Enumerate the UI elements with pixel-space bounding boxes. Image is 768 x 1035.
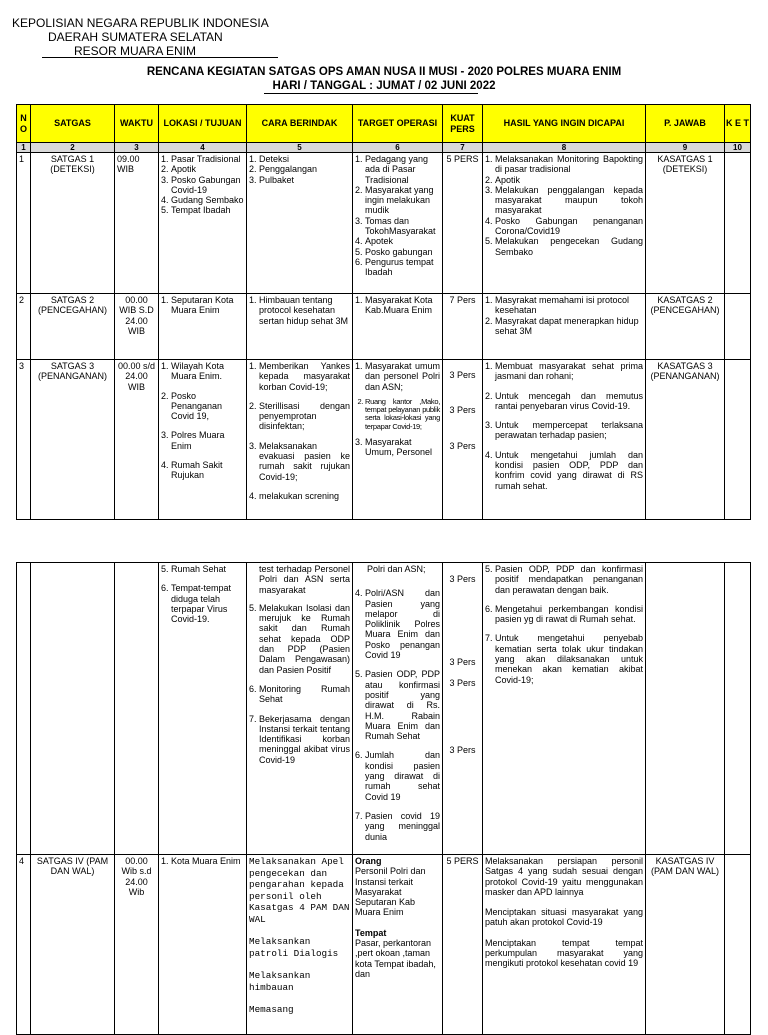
cara-paragraph: Melaksanakan Apel pengecekan dan pengarahan kepada personil oleh Kasatgas 4 PAM DAN WAL — [249, 856, 350, 925]
col-number: 4 — [159, 143, 247, 153]
row-lokasi — [159, 855, 247, 1035]
row-kuat: 7 Pers — [443, 294, 483, 360]
list-item: 7. Bekerjasama dengan Instansi terkait tentang Identifikasi korban meninggal akibat virus Covid-19 — [259, 714, 350, 765]
row-hasil — [483, 855, 646, 1035]
list-item: 1. Pedagang yang ada di Pasar Tradisional — [365, 154, 440, 185]
row-target — [353, 855, 443, 1035]
list-item: 5. Melakukan pengecekan Gudang Sembako — [495, 236, 643, 257]
list-item: 5. Melakukan Isolasi dan merujuk ke Rumah sakit dan Rumah sehat kepada ODP dan PDP (Pasien Dalam Pengawasan) dan Pasien Positif — [259, 603, 350, 675]
list-item: 6. Jumlah dan kondisi pasien yang dirawat di rumah sehat Covid 19 — [365, 750, 440, 801]
row-waktu: 00.00 s/d 24.00 WIB — [115, 360, 159, 520]
row-waktu: 00.00 WIB S.D 24.00 WIB — [115, 294, 159, 360]
list-item: 3. Pulbaket — [259, 175, 350, 185]
target-continued: Polri dan ASN; — [367, 564, 426, 574]
row-kuat — [443, 360, 483, 520]
target-paragraph: Pasar, perkantoran ,pert okoan ,taman kota Tempat ibadah, dan — [355, 938, 436, 979]
row-kuat: 5 PERS — [443, 855, 483, 1035]
list-item: 1. Kota Muara Enim — [171, 856, 244, 866]
col-header-target: TARGET OPERASI — [353, 105, 443, 143]
row-hasil — [483, 294, 646, 360]
list-item: 2. Apotik — [171, 164, 244, 174]
row-no: 4 — [17, 855, 31, 1035]
row-target — [353, 360, 443, 520]
col-number: 5 — [247, 143, 353, 153]
target-heading: Orang — [355, 856, 382, 866]
list-item: 4. Posko Gabungan penanganan Corona/Covid19 — [495, 216, 643, 237]
row-waktu: 09.00 WIB — [115, 153, 159, 294]
row-waktu: 00.00 Wib s.d 24.00 Wib — [115, 855, 159, 1035]
row-waktu — [115, 563, 159, 855]
document-title: RENCANA KEGIATAN SATGAS OPS AMAN NUSA II MUSI - 2020 POLRES MUARA ENIM — [146, 66, 622, 78]
kuat-value: 3 Pers — [449, 657, 476, 668]
row-ket — [725, 563, 751, 855]
col-header-pjawab: P. JAWAB — [646, 105, 725, 143]
kuat-value: 3 Pers — [449, 440, 476, 451]
list-item: 2. Untuk mencegah dan memutus rantai penyebaran virus Covid-19. — [495, 391, 643, 412]
table-row — [17, 294, 751, 360]
row-pjawab: KASATGAS 2 (PENCEGAHAN) — [646, 294, 725, 360]
list-item: 2. Penggalangan — [259, 164, 350, 174]
list-item: 6. Monitoring Rumah Sehat — [259, 684, 350, 705]
table-row — [17, 153, 751, 294]
list-item: 1. Melaksanakan Monitoring Bapokting di pasar tradisional — [495, 154, 643, 175]
target-paragraph: Personil Polri dan Instansi terkait Masyarakat Seputaran Kab Muara Enim — [355, 866, 426, 918]
table-row — [17, 360, 751, 520]
list-item: 1. Masyrakat memahami isi protocol kesehatan — [495, 295, 643, 316]
table-row — [17, 855, 751, 1035]
kuat-value: 3 Pers — [449, 677, 476, 688]
cara-paragraph: Memasang — [249, 1004, 294, 1015]
row-lokasi — [159, 563, 247, 855]
letterhead-rule — [42, 57, 278, 58]
row-hasil — [483, 153, 646, 294]
letterhead-line1: KEPOLISIAN NEGARA REPUBLIK INDONESIA — [12, 16, 269, 30]
col-number: 3 — [115, 143, 159, 153]
list-item: 7. Pasien covid 19 yang meninggal dunia — [365, 811, 440, 842]
letterhead-line2: DAERAH SUMATERA SELATAN — [48, 30, 223, 44]
row-ket — [725, 360, 751, 520]
col-header-cara: CARA BERINDAK — [247, 105, 353, 143]
row-no — [17, 563, 31, 855]
list-item: 5. Posko gabungan — [365, 247, 440, 257]
list-item: 1. Masyarakat umum dan personel Polri dan ASN; — [365, 361, 440, 392]
list-item: 5. Rumah Sehat — [171, 564, 244, 574]
col-header-kuat: KUAT PERS — [443, 105, 483, 143]
list-item: 4. melakukan screning — [259, 491, 350, 501]
list-item: 7. Untuk mengetahui penyebab kematian serta tolak ukur tindakan yang akan dilaksanakan untuk menekan akan kematian akibat Covid-19; — [495, 633, 643, 684]
document-subtitle: HARI / TANGGAL : JUMAT / 02 JUNI 2022 — [272, 80, 496, 92]
list-item: 1. Pasar Tradisional — [171, 154, 244, 164]
list-item: 4. Apotek — [365, 236, 440, 246]
row-ket — [725, 294, 751, 360]
list-item: 3. Tomas dan TokohMasyarakat — [365, 216, 440, 237]
list-item: 2. Masyarakat yang ingin melakukan mudik — [365, 185, 440, 216]
list-item: 1. Seputaran Kota Muara Enim — [171, 295, 244, 316]
col-header-ket: K E T — [725, 105, 751, 143]
kuat-value: 3 Pers — [449, 370, 476, 380]
col-header-no: N O — [17, 105, 31, 143]
table-row — [17, 563, 751, 855]
row-cara — [247, 294, 353, 360]
list-item: 6. Tempat-tempat diduga telah terpapar Virus Covid-19. — [171, 583, 244, 624]
list-item: 2. Sterillisasi dengan penyemprotan disinfektan; — [259, 401, 350, 432]
list-item: 1. Membuat masyarakat sehat prima jasmani dan rohani; — [495, 361, 643, 382]
list-item: 2. Ruang kantor ,Mako, tempat pelayanan publik serta lokasi-lokasi yang terpapar Covid-19; — [365, 398, 440, 431]
list-item: 1. Himbauan tentang protocol kesehatan sertan hidup sehat 3M — [259, 295, 350, 326]
row-hasil — [483, 360, 646, 520]
plan-table-page1 — [16, 104, 751, 520]
list-item: 3. Masyarakat Umum, Personel — [365, 437, 440, 458]
row-pjawab: KASATGAS 3 (PENANGANAN) — [646, 360, 725, 520]
kuat-value: 3 Pers — [449, 744, 476, 755]
row-satgas — [31, 563, 115, 855]
row-cara — [247, 563, 353, 855]
col-header-waktu: WAKTU — [115, 105, 159, 143]
row-satgas: SATGAS 3 (PENANGANAN) — [31, 360, 115, 520]
kuat-value: 3 Pers — [449, 574, 476, 584]
col-number: 10 — [725, 143, 751, 153]
col-number: 1 — [17, 143, 31, 153]
hasil-paragraph: Menciptakan tempat tempat perkumpulan masyarakat yang mengikuti protokol kesehatan covid 19 — [485, 937, 643, 969]
list-item: 5. Pasien ODP, PDP dan konfirmasi positif mendapatkan penanganan dan perawatan dengan baik. — [495, 564, 643, 595]
row-no: 3 — [17, 360, 31, 520]
col-number: 8 — [483, 143, 646, 153]
row-hasil — [483, 563, 646, 855]
plan-table-page2 — [16, 562, 751, 1035]
row-lokasi — [159, 153, 247, 294]
col-number: 7 — [443, 143, 483, 153]
row-target — [353, 294, 443, 360]
list-item: 5. Pasien ODP, PDP atau konfirmasi positif yang dirawat di Rs. H.M. Rabain Muara Enim dan Rumah Sehat — [365, 669, 440, 741]
list-item: 3. Posko Gabungan Covid-19 — [171, 175, 244, 196]
cara-continued: test terhadap Personel Polri dan ASN serta masyarakat — [259, 564, 350, 595]
row-cara — [247, 360, 353, 520]
hasil-paragraph: Melaksanakan persiapan personil Satgas 4 yang sudah sesuai dengan protokol Covid-19 yaitu menggunakan masker dan APD lainnya — [485, 856, 643, 897]
cara-paragraph: Melaksankan patroli Dialogis — [249, 936, 339, 959]
list-item: 4. Gudang Sembako — [171, 195, 244, 205]
hasil-paragraph: Menciptakan situasi masyarakat yang patuh akan protokol Covid-19 — [485, 907, 643, 928]
col-number: 9 — [646, 143, 725, 153]
list-item: 5. Tempat Ibadah — [171, 205, 244, 215]
col-header-lokasi: LOKASI / TUJUAN — [159, 105, 247, 143]
row-pjawab — [646, 563, 725, 855]
row-cara — [247, 855, 353, 1035]
row-no: 2 — [17, 294, 31, 360]
col-header-hasil: HASIL YANG INGIN DICAPAI — [483, 105, 646, 143]
list-item: 3. Polres Muara Enim — [171, 430, 244, 451]
list-item: 1. Wilayah Kota Muara Enim. — [171, 361, 244, 382]
list-item: 4. Untuk mengetahui jumlah dan kondisi pasien ODP, PDP dan konfrim covid yang dirawat di RS rumah sehat. — [495, 450, 643, 491]
row-kuat: 5 PERS — [443, 153, 483, 294]
row-target — [353, 563, 443, 855]
target-heading: Tempat — [355, 927, 387, 938]
kuat-value: 3 Pers — [449, 405, 476, 416]
list-item: 4. Rumah Sakit Rujukan — [171, 460, 244, 481]
subtitle-rule — [264, 93, 478, 94]
row-lokasi — [159, 360, 247, 520]
list-item: 1. Deteksi — [259, 154, 350, 164]
row-satgas: SATGAS 1 (DETEKSI) — [31, 153, 115, 294]
list-item: 3. Untuk mempercepat terlaksana perawatan terhadap pasien; — [495, 420, 643, 441]
row-target — [353, 153, 443, 294]
col-number: 2 — [31, 143, 115, 153]
row-pjawab: KASATGAS 1 (DETEKSI) — [646, 153, 725, 294]
letterhead — [12, 16, 269, 58]
letterhead-line3: RESOR MUARA ENIM — [74, 44, 197, 58]
list-item: 2. Apotik — [495, 175, 643, 185]
col-number: 6 — [353, 143, 443, 153]
row-kuat — [443, 563, 483, 855]
list-item: 4. Polri/ASN dan Pasien yang melapor di Poliklinik Polres Muara Enim dan Posko penangan Covid 19 — [365, 588, 440, 660]
col-header-satgas: SATGAS — [31, 105, 115, 143]
list-item: 6. Pengurus tempat Ibadah — [365, 257, 440, 278]
list-item: 1. Memberikan Yankes kepada masyarakat korban Covid-19; — [259, 361, 350, 392]
list-item: 2. Masyrakat dapat menerapkan hidup sehat 3M — [495, 316, 643, 337]
row-lokasi — [159, 294, 247, 360]
row-satgas: SATGAS 2 (PENCEGAHAN) — [31, 294, 115, 360]
list-item: 3. Melaksanakan evakuasi pasien ke rumah sakit rujukan Covid-19; — [259, 441, 350, 482]
row-satgas: SATGAS IV (PAM DAN WAL) — [31, 855, 115, 1035]
list-item: 1. Masyarakat Kota Kab.Muara Enim — [365, 295, 440, 316]
list-item: 2. Posko Penanganan Covid 19, — [171, 391, 244, 422]
list-item: 6. Mengetahui perkembangan kondisi pasien yg di rawat di Rumah sehat. — [495, 604, 643, 625]
row-cara — [247, 153, 353, 294]
row-pjawab: KASATGAS IV (PAM DAN WAL) — [646, 855, 725, 1035]
row-ket — [725, 153, 751, 294]
cara-paragraph: Melaksankan himbauan — [249, 970, 311, 993]
list-item: 3. Melakukan penggalangan kepada masyarakat maupun tokoh masyarakat — [495, 185, 643, 216]
row-ket — [725, 855, 751, 1035]
row-no: 1 — [17, 153, 31, 294]
